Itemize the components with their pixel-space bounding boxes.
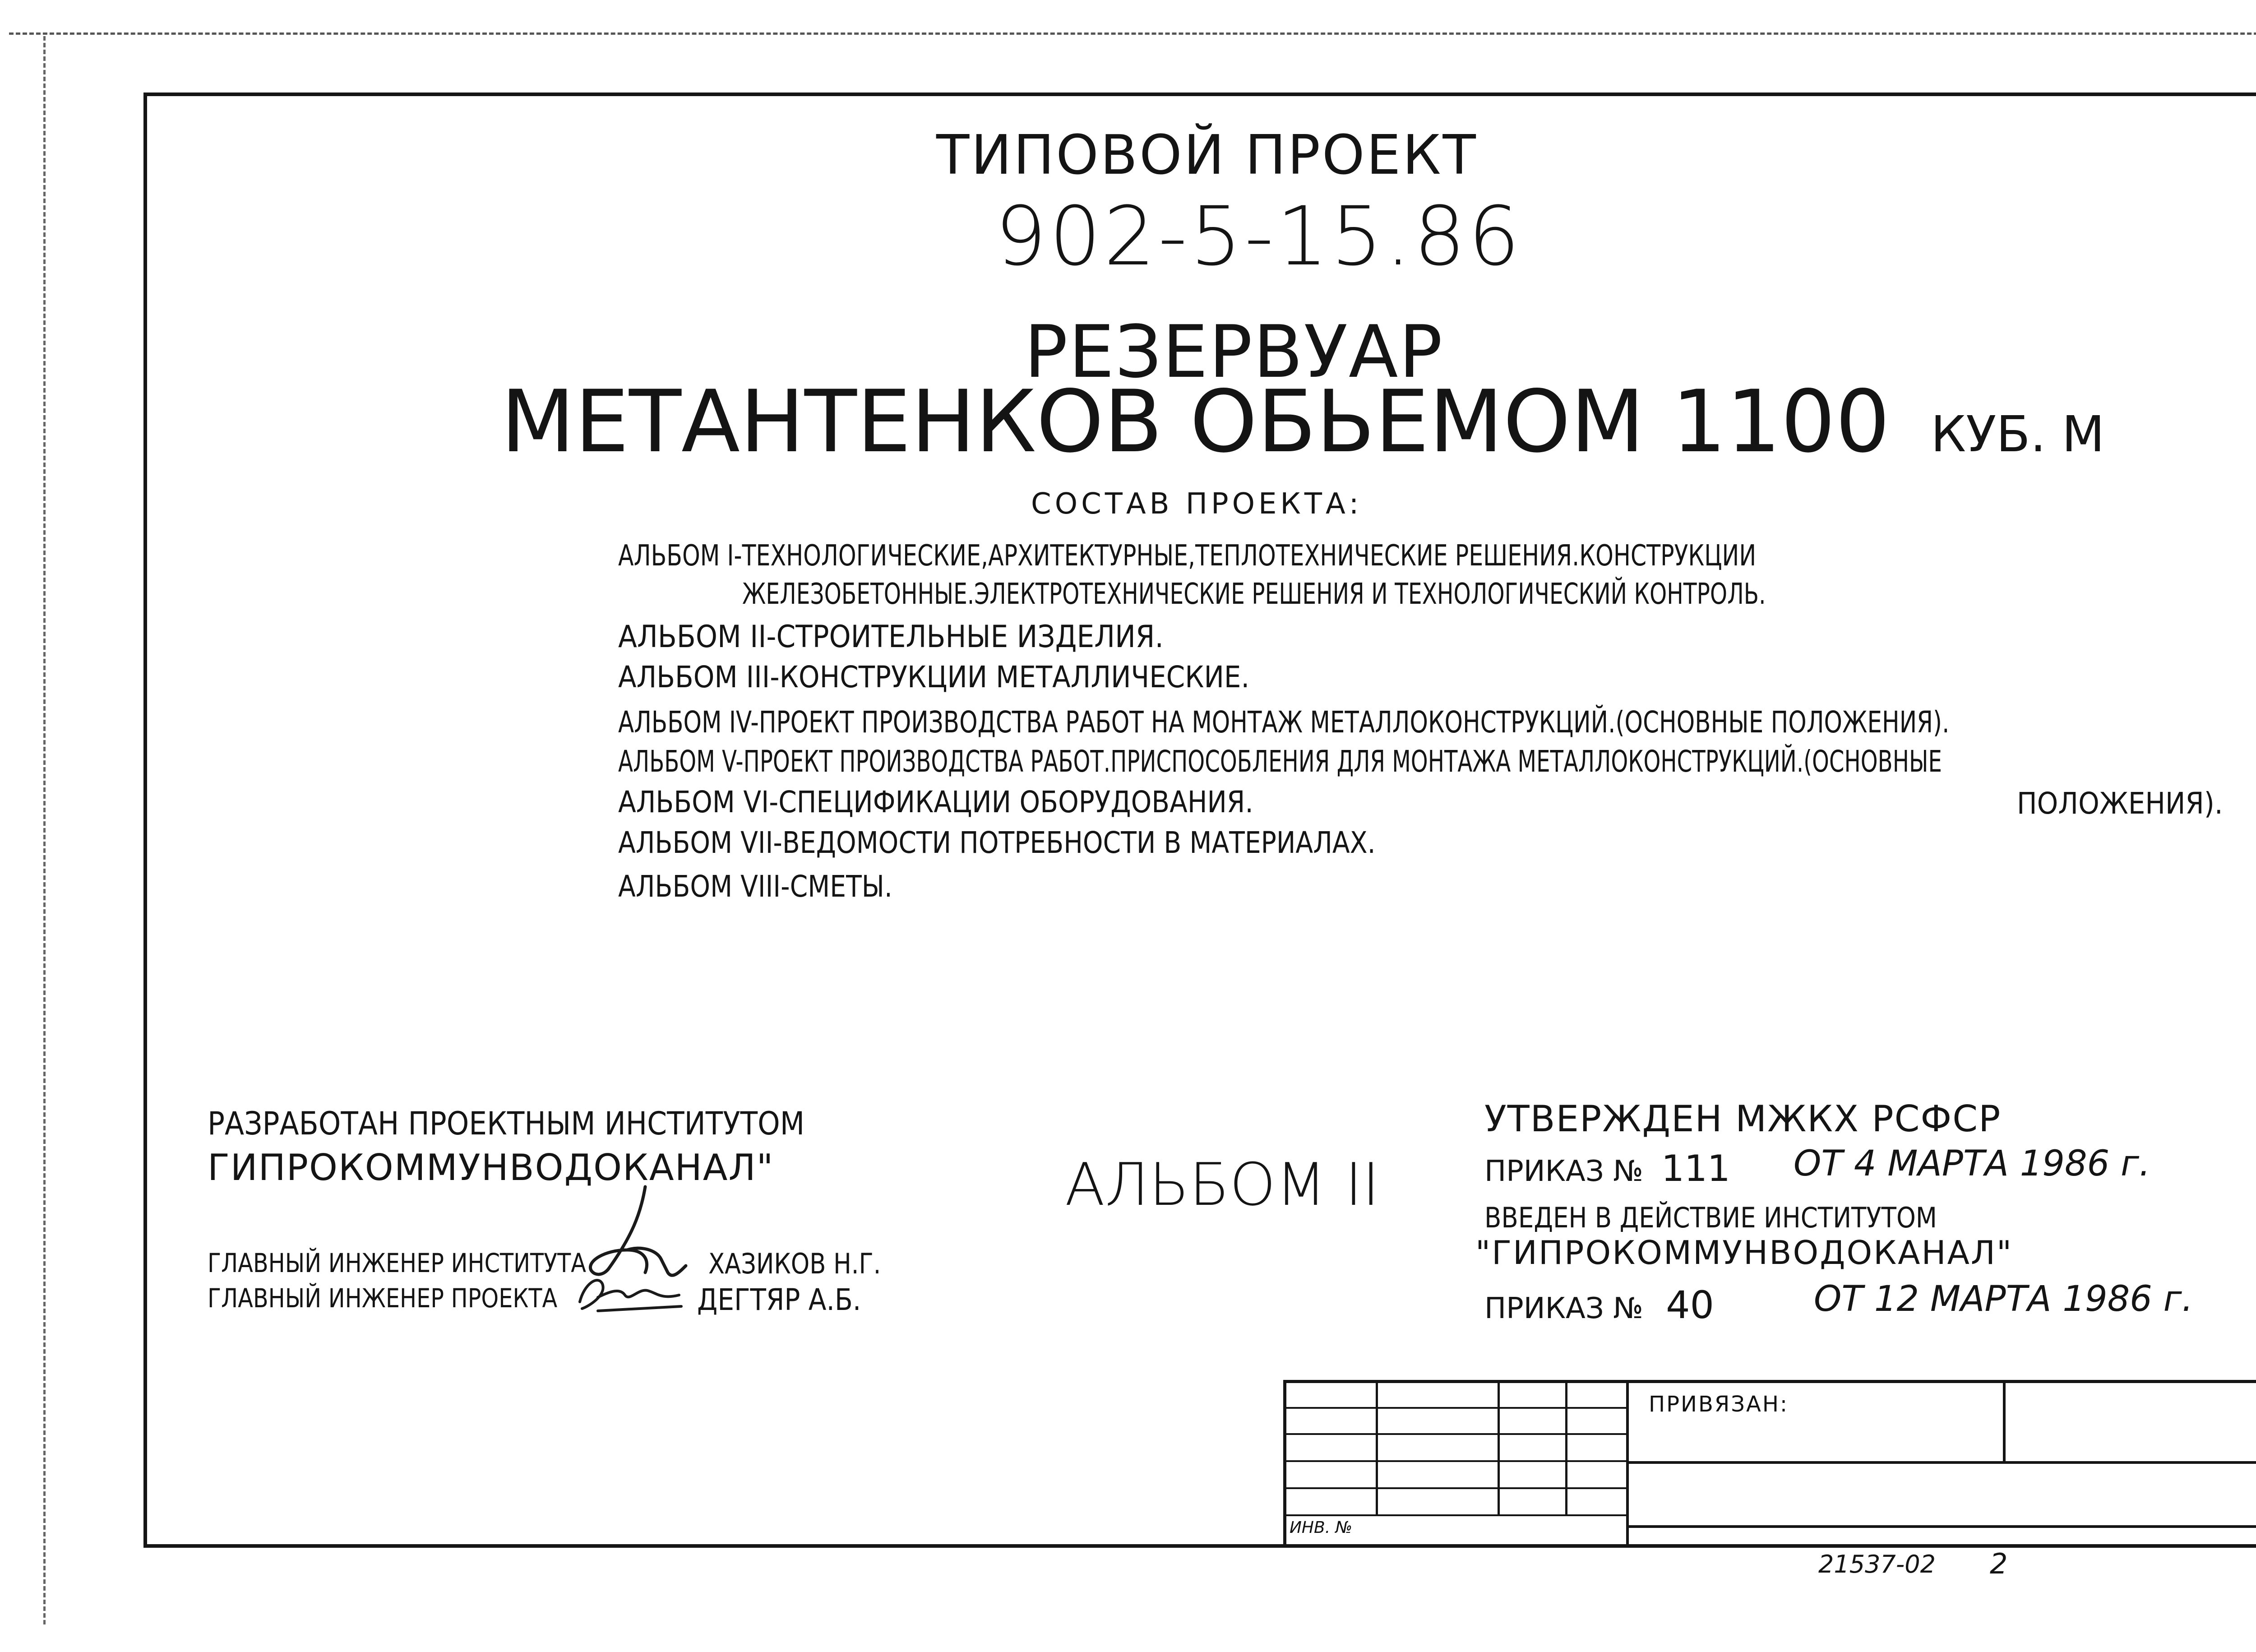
album-label: АЛЬБОМ II xyxy=(1065,1150,1380,1219)
album-list-item-text: АЛЬБОМ V-ПРОЕКТ ПРОИЗВОДСТВА РАБОТ.ПРИСПОСОБЛЕНИЯ ДЛЯ МОНТАЖА МЕТАЛЛОКОНСТРУКЦИЙ.(ОСНОВНЫЕ xyxy=(618,744,1942,779)
tb-col-divider xyxy=(1565,1380,1567,1515)
signature-degtyar xyxy=(571,1270,688,1315)
bound-label: ПРИВЯЗАН: xyxy=(1649,1392,1789,1417)
tb-row-divider xyxy=(1283,1514,1627,1516)
title-line-1: РЕЗЕРВУАР xyxy=(1024,310,1443,394)
enacted-line-1 xyxy=(1484,1201,1999,1234)
album-list-item xyxy=(618,619,1224,655)
tb-col-divider xyxy=(1376,1380,1378,1515)
order2-number: 40 xyxy=(1666,1283,1714,1327)
album-list-item xyxy=(2017,786,2246,821)
album-list-item xyxy=(618,705,2256,740)
album-list-item xyxy=(618,744,2256,779)
order-line xyxy=(1484,1148,1730,1189)
album-list-item-text: АЛЬБОМ II-СТРОИТЕЛЬНЫЕ ИЗДЕЛИЯ. xyxy=(618,619,1164,655)
tb-border-left xyxy=(1283,1380,1286,1548)
chief-engineer-project-name xyxy=(697,1282,883,1317)
approved-by: УТВЕРЖДЕН МЖКХ РСФСР xyxy=(1484,1098,2002,1140)
tb-row-divider xyxy=(1283,1407,1627,1409)
album-list-item-text: АЛЬБОМ VIII-СМЕТЫ. xyxy=(618,869,892,904)
order2-date: ОТ 12 МАРТА 1986 г. xyxy=(1814,1279,2193,1319)
tb-row-divider xyxy=(1283,1460,1627,1462)
tb-col-divider xyxy=(1498,1380,1500,1515)
project-number: 902-5-15.86 xyxy=(995,190,1523,284)
project-type: ТИПОВОЙ ПРОЕКТ xyxy=(936,124,1478,187)
trim-line-left xyxy=(43,36,46,1624)
chief-engineer-institute-name-text: ХАЗИКОВ Н.Г. xyxy=(708,1247,881,1280)
title-line-2-unit: КУБ. М xyxy=(1931,405,2105,463)
order-date: ОТ 4 МАРТА 1986 г. xyxy=(1794,1143,2150,1184)
chief-engineer-project-name-text: ДЕГТЯР А.Б. xyxy=(697,1282,861,1317)
developer-line-2: ГИПРОКОММУНВОДОКАНАЛ" xyxy=(208,1147,774,1189)
tb-row-divider xyxy=(1626,1525,2256,1528)
album-list-item-text: АЛЬБОМ III-КОНСТРУКЦИИ МЕТАЛЛИЧЕСКИЕ. xyxy=(618,660,1250,694)
order2-label: ПРИКАЗ № xyxy=(1484,1292,1643,1325)
album-list-item-text: АЛЬБОМ I-ТЕХНОЛОГИЧЕСКИЕ,АРХИТЕКТУРНЫЕ,ТЕПЛОТЕХНИЧЕСКИЕ РЕШЕНИЯ.КОНСТРУКЦИИ xyxy=(618,539,1757,573)
album-list-item xyxy=(618,787,1340,817)
title-line-2 xyxy=(501,372,2105,472)
album-list-item xyxy=(618,825,1499,860)
order2-line xyxy=(1484,1283,1714,1327)
album-list-item-text: ПОЛОЖЕНИЯ). xyxy=(2017,786,2223,821)
album-list-item xyxy=(618,662,1320,692)
trim-line-top xyxy=(9,32,2256,35)
tb-row-divider xyxy=(1626,1461,2256,1464)
chief-engineer-project-label: ГЛАВНЫЙ ИНЖЕНЕР ПРОЕКТА xyxy=(208,1283,558,1314)
enacted-line-1-text: ВВЕДЕН В ДЕЙСТВИЕ ИНСТИТУТОМ xyxy=(1484,1201,1937,1234)
order-label: ПРИКАЗ № xyxy=(1484,1155,1643,1188)
enacted-line-2: "ГИПРОКОММУНВОДОКАНАЛ" xyxy=(1475,1234,2013,1272)
album-list-item-text: ЖЕЛЕЗОБЕТОННЫЕ.ЭЛЕКТРОТЕХНИЧЕСКИЕ РЕШЕНИЯ И ТЕХНОЛОГИЧЕСКИЙ КОНТРОЛЬ. xyxy=(742,578,1766,611)
contents-heading: СОСТАВ ПРОЕКТА: xyxy=(1031,487,1363,521)
developer-line-1-text: РАЗРАБОТАН ПРОЕКТНЫМ ИНСТИТУТОМ xyxy=(208,1105,805,1142)
tb-row-divider xyxy=(1283,1433,1627,1435)
tb-col-divider xyxy=(2003,1380,2006,1462)
album-list-item xyxy=(742,580,2089,609)
album-list-item xyxy=(618,539,2059,573)
chief-engineer-project xyxy=(208,1283,619,1314)
chief-engineer-institute-name xyxy=(708,1247,911,1280)
developer-line-1 xyxy=(208,1105,871,1142)
album-list-item-text: АЛЬБОМ IV-ПРОЕКТ ПРОИЗВОДСТВА РАБОТ НА МОНТАЖ МЕТАЛЛОКОНСТРУКЦИЙ.(ОСНОВНЫЕ ПОЛОЖЕНИЯ). xyxy=(618,705,1950,740)
title-line-2-main: МЕТАНТЕНКОВ ОБЬЕМОМ 1100 xyxy=(501,372,1890,472)
tb-col-divider xyxy=(1626,1380,1629,1548)
album-list-item-text: АЛЬБОМ VII-ВЕДОМОСТИ ПОТРЕБНОСТИ В МАТЕРИАЛАХ. xyxy=(618,825,1376,860)
order-number: 111 xyxy=(1661,1148,1730,1189)
page-number: 2 xyxy=(1990,1547,2008,1580)
inv-label: ИНВ. № xyxy=(1290,1518,1353,1537)
chief-engineer-institute-label: ГЛАВНЫЙ ИНЖЕНЕР ИНСТИТУТА xyxy=(208,1248,587,1278)
album-list-item xyxy=(618,869,937,904)
tb-row-divider xyxy=(1283,1487,1627,1489)
tb-border-top xyxy=(1283,1380,2256,1383)
sheet-code: 21537-02 xyxy=(1818,1550,1936,1578)
album-list-item-text: АЛЬБОМ VI-СПЕЦИФИКАЦИИ ОБОРУДОВАНИЯ. xyxy=(618,785,1253,819)
